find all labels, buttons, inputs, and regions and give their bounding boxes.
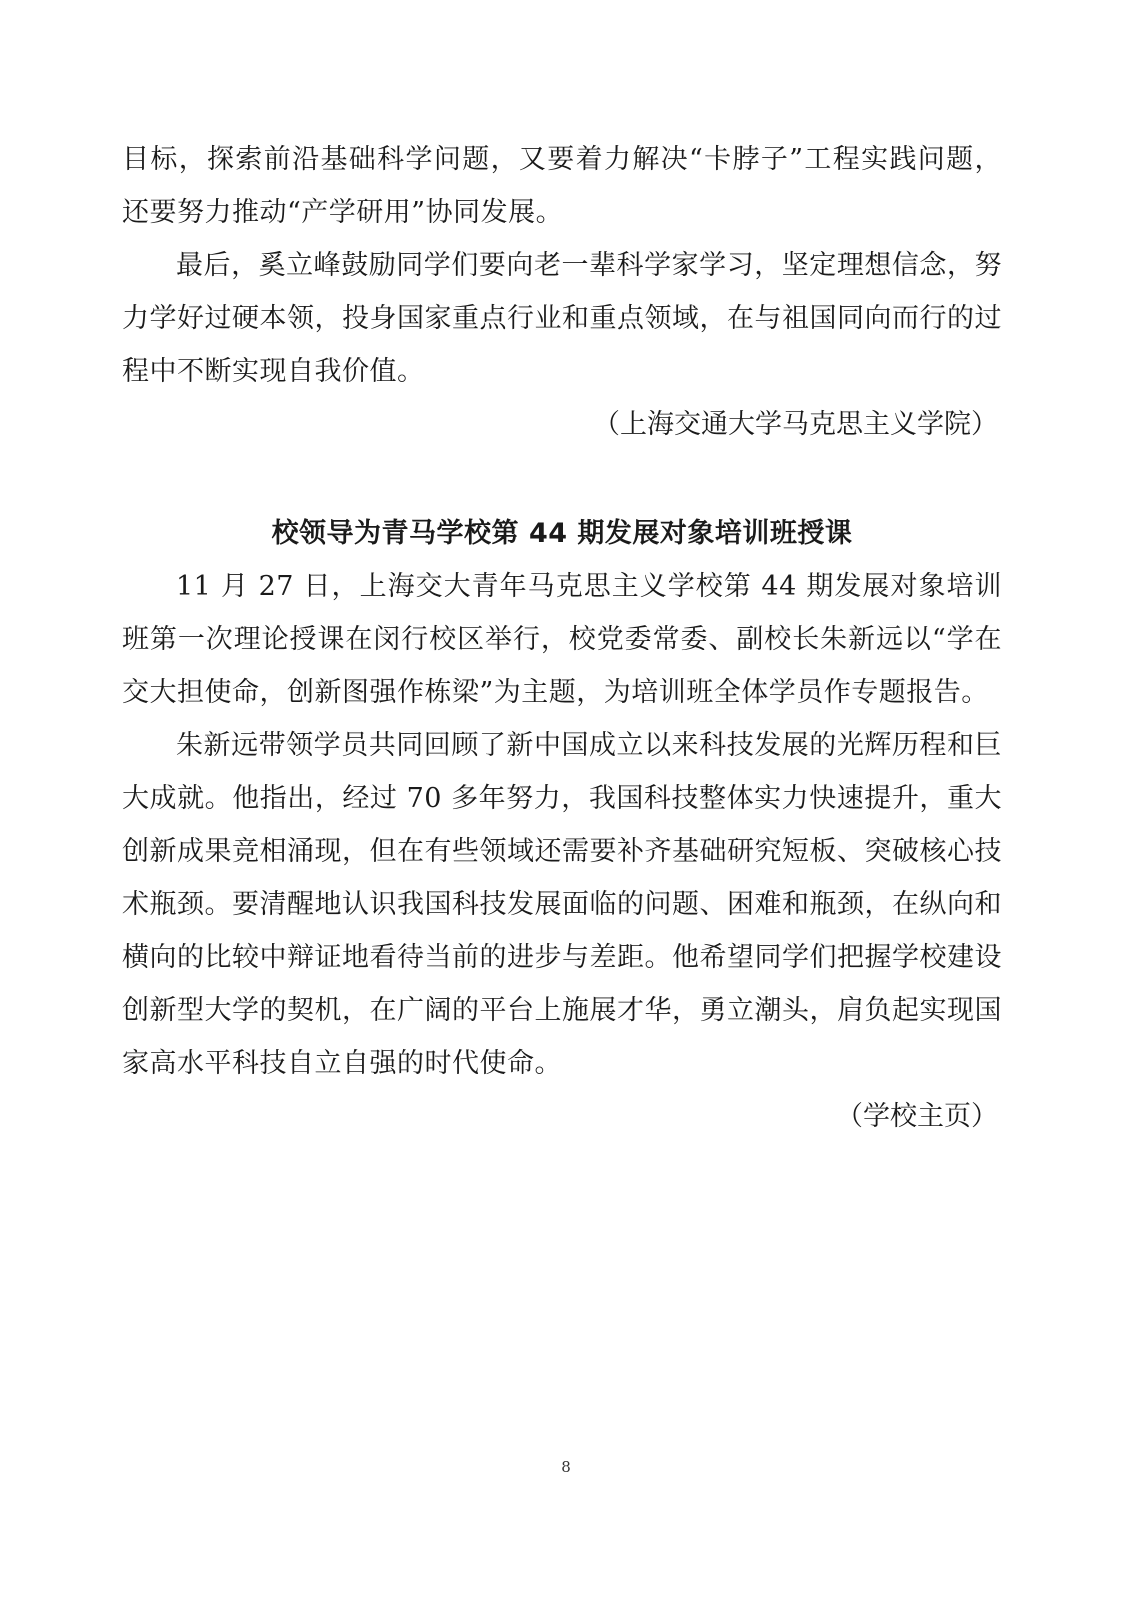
page-number: 8 [561,1458,571,1476]
article1-paragraph: 最后，奚立峰鼓励同学们要向老一辈科学家学习，坚定理想信念，努力学好过硬本领，投身国家重点行业和重点领域，在与祖国同向而行的过程中不断实现自我价值。 [122,250,1002,387]
article2-paragraph: 11 月 27 日，上海交大青年马克思主义学校第 44 期发展对象培训班第一次理论授课在闵行校区举行，校党委常委、副校长朱新远以“学在交大担使命，创新图强作栋梁”为主题，为培训班全体学员作专题报告。 [122,571,1002,708]
article2-paragraph: 朱新远带领学员共同回顾了新中国成立以来科技发展的光辉历程和巨大成就。他指出，经过 70 多年努力，我国科技整体实力快速提升，重大创新成果竞相涌现，但在有些领域还需要补齐基础研究短板、突破核心技术瓶颈。要清醒地认识我国科技发展面临的问题、困难和瓶颈，在纵向和横向的比较中辩证地看待当前的进步与差距。他希望同学们把握学校建设创新型大学的契机，在广阔的平台上施展才华，勇立潮头，肩负起实现国家高水平科技自立自强的时代使命。 [122,730,1002,1079]
page-content [122,133,1002,1143]
article2-title: 校领导为青马学校第 44 期发展对象培训班授课 [271,518,853,549]
article1-paragraph-continued: 目标，探索前沿基础科学问题，又要着力解决“卡脖子”工程实践问题，还要努力推动“产学研用”协同发展。 [122,144,1002,228]
article2-source: （学校主页） [836,1101,998,1132]
article1-source: （上海交通大学马克思主义学院） [593,409,998,440]
